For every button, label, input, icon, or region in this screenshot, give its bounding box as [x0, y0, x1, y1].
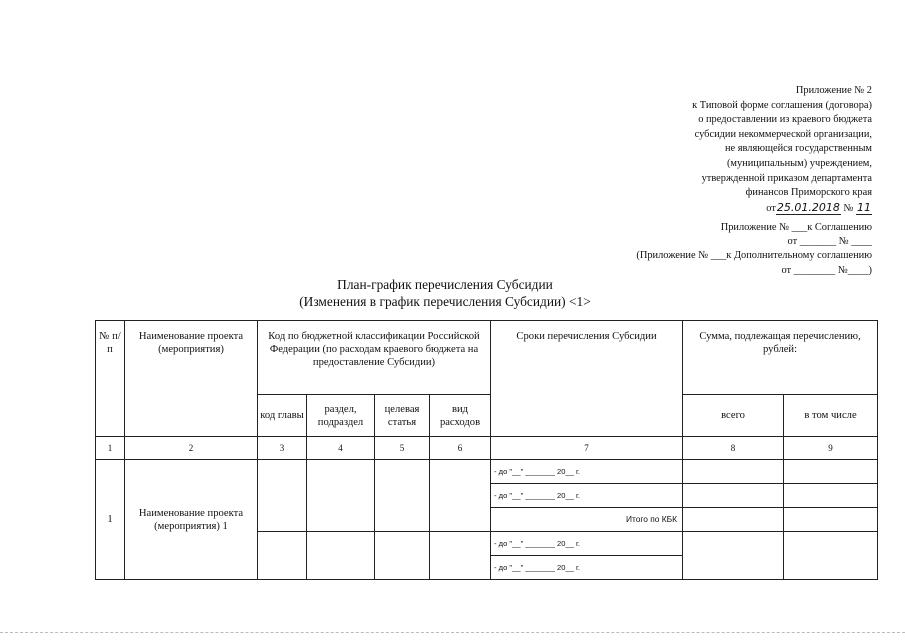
appendix-line: утвержденной приказом департамента — [701, 172, 872, 184]
agreement-line: от _______ № ____ — [787, 236, 872, 248]
appendix-line: финансов Приморского края — [745, 187, 872, 199]
column-number: 4 — [307, 437, 375, 460]
cell-amount-total — [683, 508, 784, 532]
appendix-line: (муниципальным) учреждением, — [726, 157, 872, 169]
cell-amount-total — [683, 460, 784, 484]
cell-expense-type — [430, 532, 491, 580]
column-number: 5 — [375, 437, 430, 460]
agreement-reference — [636, 221, 872, 278]
cell-chapter-code — [258, 460, 307, 532]
order-date-prefix: от — [766, 202, 776, 214]
transfer-date-2: - до "__" _______ 20__ г. — [491, 484, 683, 508]
appendix-line: не являющейся государственным — [724, 143, 872, 155]
cell-amount-total — [683, 532, 784, 580]
header-row — [96, 321, 878, 395]
cell-amount-including — [784, 532, 878, 580]
column-number: 9 — [784, 437, 878, 460]
header-amount-total: всего — [683, 395, 784, 437]
transfer-date-4: - до "__" _______ 20__ г. — [491, 556, 683, 580]
order-date: 25.01.2018 — [776, 200, 840, 214]
row-project-name: Наименование проекта (мероприятия) 1 — [125, 460, 258, 580]
header-transfer-terms: Сроки перечисления Субсидии — [491, 321, 683, 437]
header-section: раздел, подраздел — [307, 395, 375, 437]
appendix-line: о предоставлении из краевого бюджета — [698, 114, 872, 126]
cell-amount-including — [784, 508, 878, 532]
order-number-prefix: № — [843, 202, 854, 214]
agreement-line: (Приложение № ___к Дополнительному соглашению — [636, 250, 872, 262]
cell-target-item — [375, 532, 430, 580]
transfer-schedule-table — [95, 320, 878, 580]
agreement-line: от ________ №____) — [781, 264, 872, 276]
agreement-line: Приложение № ___к Соглашению — [720, 222, 872, 233]
column-number: 2 — [125, 437, 258, 460]
header-target-item: целевая статья — [375, 395, 430, 437]
cell-expense-type — [430, 460, 491, 532]
page-edge-divider — [0, 632, 905, 633]
cell-amount-total — [683, 484, 784, 508]
header-amount: Сумма, подлежащая перечислению, рублей: — [683, 321, 878, 395]
kbk-total-label: Итого по КБК — [491, 508, 683, 532]
column-number: 7 — [491, 437, 683, 460]
column-number: 1 — [96, 437, 125, 460]
order-number: 11 — [857, 200, 871, 214]
header-amount-including: в том числе — [784, 395, 878, 437]
title-line-1: План-график перечисления Субсидии — [337, 277, 553, 292]
header-expense-type: вид расходов — [430, 395, 491, 437]
table-row — [96, 460, 878, 484]
header-number: № п/п — [96, 321, 125, 437]
title-line-2: (Изменения в график перечисления Субсидии) <1> — [299, 293, 591, 309]
appendix-header — [692, 84, 872, 216]
cell-chapter-code — [258, 532, 307, 580]
transfer-date-3: - до "__" _______ 20__ г. — [491, 532, 683, 556]
row-number: 1 — [96, 460, 125, 580]
transfer-date-1: - до "__" _______ 20__ г. — [491, 460, 683, 484]
appendix-line: субсидии некоммерческой организации, — [694, 128, 872, 140]
column-number: 8 — [683, 437, 784, 460]
document-title — [250, 277, 640, 310]
header-budget-code: Код по бюджетной классификации Российской Федерации (по расходам краевого бюджета на предоставление Субсидии) — [258, 321, 491, 395]
header-chapter-code: код главы — [258, 395, 307, 437]
cell-target-item — [375, 460, 430, 532]
column-number-row — [96, 437, 878, 460]
cell-section — [307, 532, 375, 580]
column-number: 3 — [258, 437, 307, 460]
header-project-name: Наименование проекта (мероприятия) — [125, 321, 258, 437]
order-reference — [692, 201, 872, 217]
appendix-line: к Типовой форме соглашения (договора) — [692, 99, 872, 111]
cell-amount-including — [784, 484, 878, 508]
cell-amount-including — [784, 460, 878, 484]
appendix-line: Приложение № 2 — [795, 85, 872, 96]
column-number: 6 — [430, 437, 491, 460]
cell-section — [307, 460, 375, 532]
